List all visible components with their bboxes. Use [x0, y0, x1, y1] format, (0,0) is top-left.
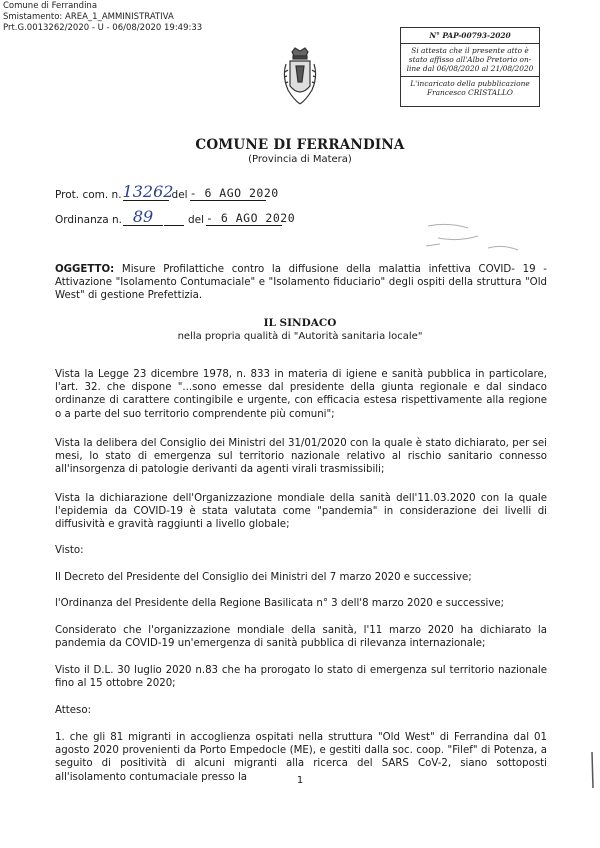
page-number: 1	[296, 775, 304, 786]
paragraph-oms-pandemia: Vista la dichiarazione dell'Organizzazione mondiale della sanità dell'11.03.2020 con la quale l'epidemia da COVID-19 è stata valutata come "pandemia" in considerazione dei livelli di diffusività e gravità raggiunti a livello globale;	[55, 493, 547, 531]
document-title: COMUNE DI FERRANDINA	[195, 137, 405, 153]
paragraph-legge-833: Vista la Legge 23 dicembre 1978, n. 833 in materia di igiene e sanità pubblica in particolare, l'art. 32. che dispone "...sono emesse dal presidente della giunta regionale e dal sindaco ordinanze di carattere contingibile e urgente, con efficacia estesa rispettivamente alla regione o a parte del suo territorio comprendente più comuni";	[55, 369, 547, 420]
municipal-crest-icon	[282, 46, 318, 112]
ordinanza-number: 89	[123, 209, 163, 226]
paragraph-ordinanza-regione: l'Ordinanza del Presidente della Regione Basilicata n° 3 dell'8 marzo 2020 e successive;	[55, 598, 505, 609]
stamp-line-comune: Comune di Ferrandina	[3, 1, 98, 11]
seal-mark-icon	[418, 208, 528, 258]
paragraph-considerato: Considerato che l'organizzazione mondiale della sanità, l'11 marzo 2020 ha dichiarato la pandemia da COVID-19 un'emergenza di sanità pubblica di rilevanza internazionale;	[55, 625, 547, 650]
sindaco-heading: IL SINDACO	[263, 317, 337, 329]
albo-number: N° PAP-00793-2020	[429, 31, 511, 40]
scan-edge-mark-icon	[588, 750, 596, 790]
protocol-label: Prot. com. n.	[55, 189, 122, 201]
paragraph-delibera-consiglio: Vista la delibera del Consiglio dei Ministri del 31/01/2020 con la quale è stato dichiarato, per sei mesi, lo stato di emergenza sul territorio nazionale relativo al rischio sanitario connesso all'insorgenza di patologie derivanti da agenti virali trasmissibili;	[55, 438, 547, 476]
albo-attestation: Si attesta che il presente atto è stato affisso all'Albo Pretorio on-line dal 06/08/2020 al 21/08/2020	[406, 46, 534, 73]
ordinanza-del-label: del	[188, 214, 205, 226]
paragraph-dl-83: Visto il D.L. 30 luglio 2020 n.83 che ha prorogato lo stato di emergenza sul territorio nazionale fino al 15 ottobre 2020;	[55, 665, 547, 690]
protocol-del-label: del	[171, 189, 188, 201]
paragraph-dpcm: Il Decreto del Presidente del Consiglio dei Ministri del 7 marzo 2020 e successive;	[55, 572, 472, 583]
albo-pretorio-stamp	[400, 27, 540, 107]
ordinanza-row	[55, 207, 296, 226]
protocol-stamp	[3, 1, 202, 34]
paragraph-visto: Visto:	[55, 545, 84, 556]
albo-incaricato-label: L'incaricato della pubblicazione	[410, 79, 530, 88]
stamp-line-smistamento: Smistamento: AREA_1_AMMINISTRATIVA	[3, 12, 174, 22]
ordinanza-date: - 6 AGO 2020	[206, 211, 296, 225]
provincia-subtitle: (Provincia di Matera)	[248, 154, 352, 165]
protocol-date: - 6 AGO 2020	[189, 186, 279, 200]
ordinanza-label: Ordinanza n.	[55, 214, 122, 226]
protocol-row	[55, 182, 279, 201]
protocol-number: 13262	[122, 182, 174, 201]
oggetto-label: OGGETTO:	[55, 264, 115, 275]
oggetto-text: Misure Profilattiche contro la diffusione della malattia infettiva COVID- 19 - Attivazione "Isolamento Contumaciale" e "Isolamento fiduciario" degli ospiti della struttura "Old West" di gestione Prefettizia.	[55, 264, 547, 301]
sindaco-subheading: nella propria qualità di "Autorità sanitaria locale"	[177, 331, 423, 342]
paragraph-migranti: 1. che gli 81 migranti in accoglienza ospitati nella struttura "Old West" di Ferrandina dal 01 agosto 2020 provenienti da Porto Empedocle (ME), e gestiti dalla soc. coop. "Filef" di Potenza, a seguito di positività di alcuni migranti alla ricerca del SARS CoV-2, siano sottoposti all'isolamento contumaciale presso la	[55, 732, 547, 783]
stamp-line-protocol: Prt.G.0013262/2020 - U - 06/08/2020 19:49:33	[3, 23, 203, 33]
paragraph-atteso: Atteso:	[55, 705, 92, 716]
oggetto-section	[55, 263, 547, 302]
albo-incaricato-name: Francesco CRISTALLO	[426, 88, 513, 97]
